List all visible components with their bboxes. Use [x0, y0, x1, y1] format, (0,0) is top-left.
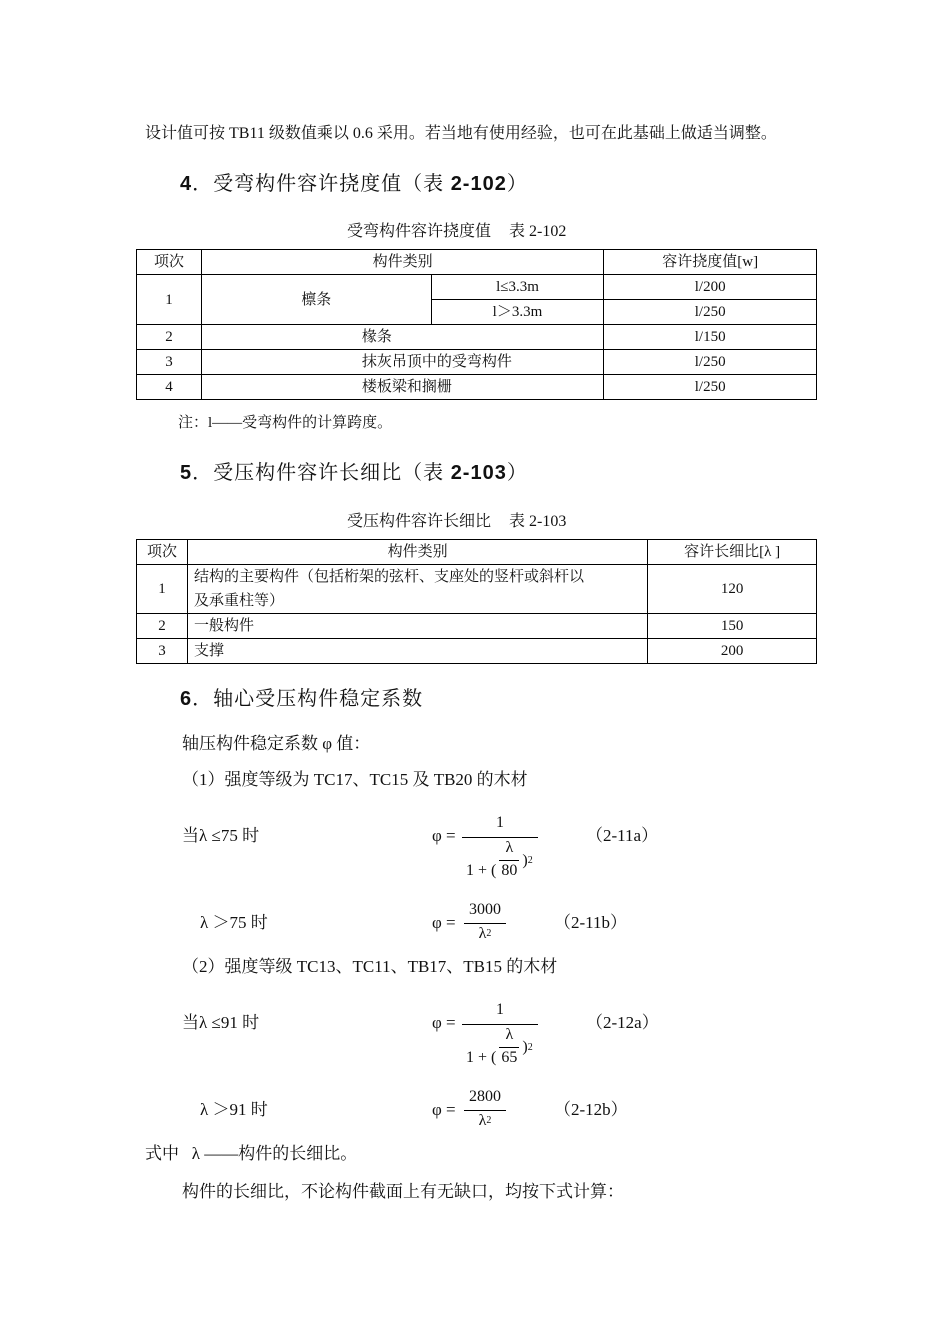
table-102-note: 注：l——受弯构件的计算跨度。: [178, 415, 393, 431]
cell-category: 楼板梁和搁栅: [201, 375, 603, 400]
inner-denominator: 80: [501, 862, 518, 879]
formula-2-11a-label: （2-11a）: [586, 826, 659, 845]
formula-2-11b-lhs: φ =: [432, 913, 456, 932]
phi-intro: 轴压构件稳定系数 φ 值：: [182, 734, 371, 753]
formula-2-12a-numerator: 1: [496, 1001, 504, 1018]
den-suffix: ): [522, 851, 528, 869]
power-exponent: 2: [486, 928, 492, 939]
cell-category: 支撑: [187, 639, 647, 664]
formula-2-12b-numerator: 2800: [469, 1088, 501, 1105]
den-prefix: 1 + (: [466, 1048, 497, 1066]
section-5-close: ）: [506, 462, 528, 484]
formula-2-11a-condition: 当λ ≤75 时: [182, 826, 260, 845]
formula-2-11b-numerator: 3000: [469, 901, 501, 918]
header-value: 容许挠度值[w]: [604, 250, 817, 275]
cell-category: 椽条: [201, 325, 603, 350]
formula-2-11a-fraction: [462, 814, 538, 884]
table-102-caption: [347, 218, 566, 241]
table-row: [137, 350, 817, 375]
inner-denominator: 65: [501, 1049, 518, 1066]
cell-category-line-1: 结构的主要构件（包括桁架的弦杆、支座处的竖杆或斜杆以: [193, 569, 584, 585]
table-row: [137, 250, 817, 275]
case-2-title: （2）强度等级 TC13、TC11、TB17、TB15 的木材: [182, 957, 558, 976]
fraction-bar: [464, 1110, 506, 1111]
formula-2-12b-condition: λ ＞91 时: [200, 1100, 268, 1119]
inner-fraction: [496, 839, 522, 883]
cell-item: 3: [137, 639, 188, 664]
table-row: [137, 639, 817, 664]
section-6-number: 6: [180, 688, 193, 710]
formula-2-11b-label: （2-11b）: [554, 913, 628, 932]
table-103-number: 表 2-103: [509, 513, 567, 530]
cell-item: 3: [137, 350, 202, 375]
cell-value: 150: [648, 614, 817, 639]
fraction-bar: [462, 837, 538, 838]
intro-paragraph: 设计值可按 TB11 级数值乘以 0.6 采用。若当地有使用经验，也可在此基础上做适当调整。: [145, 125, 777, 142]
cell-condition: l＞3.3m: [431, 300, 604, 325]
section-5-title: 受压构件容许长细比（表: [213, 462, 445, 484]
section-5-ref: 2-103: [450, 462, 507, 484]
final-paragraph: 构件的长细比，不论构件截面上有无缺口，均按下式计算：: [182, 1182, 624, 1201]
cell-category: 一般构件: [187, 614, 647, 639]
table-row: [137, 275, 817, 300]
section-4-close: ）: [506, 173, 528, 195]
cell-item: 4: [137, 375, 202, 400]
formula-2-11a-denominator: [466, 839, 542, 883]
inner-bar: [499, 860, 519, 861]
section-4-heading: 4．受弯构件容许挠度值（表 2-102）: [180, 173, 528, 195]
formula-2-11b-fraction: [464, 901, 506, 947]
header-item: 项次: [137, 250, 202, 275]
formula-2-11b-condition: λ ＞75 时: [200, 913, 268, 932]
header-category: 构件类别: [201, 250, 603, 275]
where-line: 式中 λ ——构件的长细比。: [145, 1144, 358, 1163]
formula-2-12a-condition: 当λ ≤91 时: [182, 1013, 260, 1032]
cell-item: 2: [137, 614, 188, 639]
den-suffix: ): [522, 1038, 528, 1056]
formula-2-12a-fraction: [462, 1001, 538, 1071]
header-value: 容许长细比[λ ]: [648, 540, 817, 565]
section-5-heading: 5．受压构件容许长细比（表 2-103）: [180, 462, 528, 484]
fraction-bar: [464, 923, 506, 924]
cell-value: l/200: [604, 275, 817, 300]
section-6-title: 轴心受压构件稳定系数: [213, 688, 424, 710]
formula-2-12b-denominator: [464, 1112, 506, 1130]
den-lambda: λ: [478, 1112, 487, 1129]
table-row: [137, 375, 817, 400]
table-102: [136, 249, 817, 400]
section-4-ref: 2-102: [450, 173, 507, 195]
formula-2-12a-denominator: [466, 1026, 542, 1070]
header-category: 构件类别: [187, 540, 647, 565]
table-102-title: 受弯构件容许挠度值: [347, 223, 492, 240]
cell-category: [187, 565, 647, 614]
section-4-title: 受弯构件容许挠度值（表: [213, 173, 445, 195]
formula-2-12b-fraction: [464, 1088, 506, 1134]
formula-2-12a-lhs: φ =: [432, 1013, 456, 1032]
table-102-number: 表 2-102: [509, 223, 567, 240]
cell-condition: l≤3.3m: [431, 275, 604, 300]
table-103: [136, 539, 817, 664]
table-row: [137, 540, 817, 565]
den-prefix: 1 + (: [466, 861, 497, 879]
inner-fraction: [496, 1026, 522, 1070]
inner-numerator: λ: [505, 1026, 514, 1043]
table-row: [137, 614, 817, 639]
cell-value: l/250: [604, 350, 817, 375]
cell-category: 抹灰吊顶中的受弯构件: [201, 350, 603, 375]
cell-item: 1: [137, 565, 188, 614]
cell-value: 200: [648, 639, 817, 664]
den-lambda: λ: [478, 925, 487, 942]
table-103-caption: [347, 508, 566, 531]
formula-2-12b-lhs: φ =: [432, 1100, 456, 1119]
cell-value: 120: [648, 565, 817, 614]
cell-value: l/250: [604, 375, 817, 400]
formula-2-12b-label: （2-12b）: [554, 1100, 628, 1119]
fraction-bar: [462, 1024, 538, 1025]
cell-value: l/150: [604, 325, 817, 350]
cell-category: 檩条: [201, 275, 431, 325]
case-1-title: （1）强度等级为 TC17、TC15 及 TB20 的木材: [182, 770, 528, 789]
section-5-number: 5: [180, 462, 193, 484]
cell-item: 1: [137, 275, 202, 325]
table-row: [137, 565, 817, 614]
power-exponent: 2: [486, 1115, 492, 1126]
power-exponent: 2: [527, 854, 533, 866]
header-item: 项次: [137, 540, 188, 565]
cell-item: 2: [137, 325, 202, 350]
table-103-title: 受压构件容许长细比: [347, 513, 492, 530]
cell-category-line-2: 及承重柱等）: [193, 593, 284, 609]
inner-bar: [499, 1047, 519, 1048]
formula-2-11a-numerator: 1: [496, 814, 504, 831]
formula-2-11b-denominator: [464, 925, 506, 943]
cell-value: l/250: [604, 300, 817, 325]
section-6-heading: 6．轴心受压构件稳定系数: [180, 688, 424, 710]
formula-2-12a-label: （2-12a）: [586, 1013, 659, 1032]
inner-numerator: λ: [505, 839, 514, 856]
table-row: [137, 325, 817, 350]
formula-2-11a-lhs: φ =: [432, 826, 456, 845]
power-exponent: 2: [527, 1041, 533, 1053]
section-4-number: 4: [180, 173, 193, 195]
